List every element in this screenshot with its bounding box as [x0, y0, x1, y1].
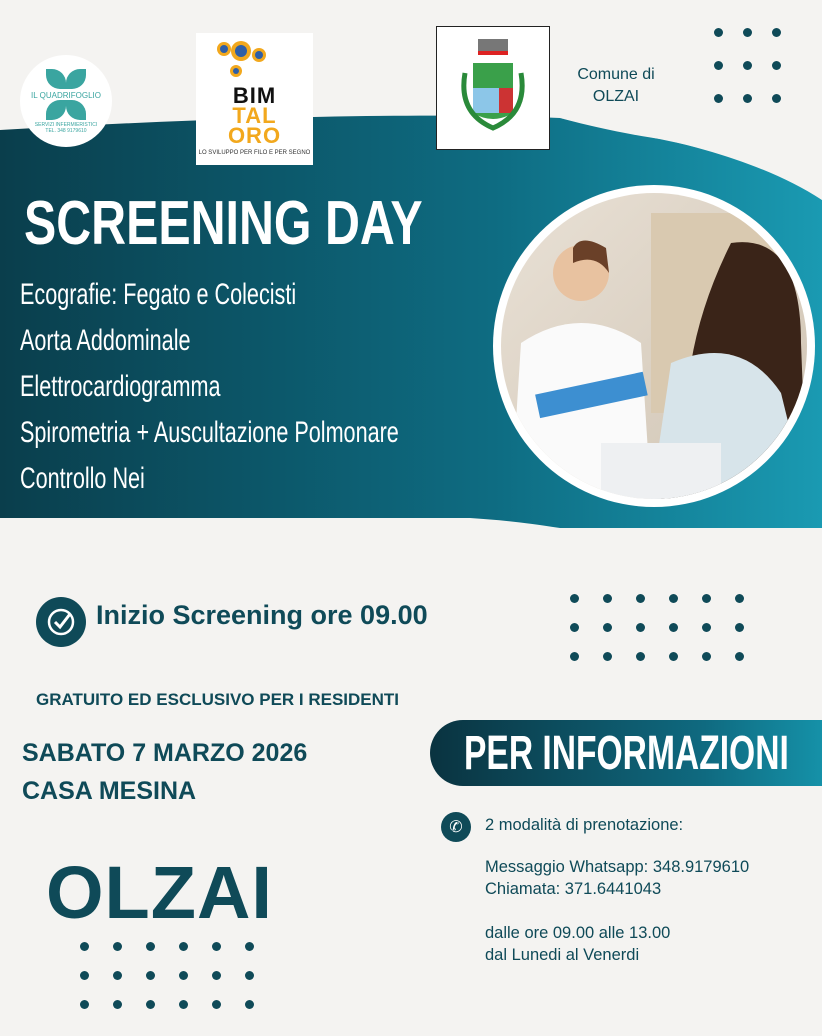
dot	[636, 594, 645, 603]
comune-line1: Comune di	[577, 66, 655, 83]
event-details	[22, 734, 307, 810]
dot	[669, 623, 678, 632]
bim-taloro-logo: BIM TAL ORO LO SVILUPPO PER FILO E PER SEGNO	[196, 33, 313, 165]
dot	[714, 61, 723, 70]
booking-modes: 2 modalità di prenotazione:	[485, 816, 684, 834]
service-item: Controllo Nei	[20, 462, 145, 495]
dot	[212, 971, 221, 980]
comune-crest-logo	[436, 26, 550, 150]
comune-line2: OLZAI	[592, 88, 640, 105]
dot	[245, 942, 254, 951]
free-notice: GRATUITO ED ESCLUSIVO PER I RESIDENTI	[36, 690, 400, 709]
dot	[735, 652, 744, 661]
dot	[179, 1000, 188, 1009]
dot	[636, 652, 645, 661]
dot	[772, 61, 781, 70]
dot	[636, 623, 645, 632]
dot	[743, 94, 752, 103]
whatsapp-number[interactable]: Messaggio Whatsapp: 348.9179610	[485, 858, 750, 876]
dot	[212, 942, 221, 951]
dot	[146, 1000, 155, 1009]
dot	[146, 942, 155, 951]
dot	[146, 971, 155, 980]
service-item: Aorta Addominale	[20, 324, 191, 357]
dot	[669, 652, 678, 661]
town-name: OLZAI	[46, 851, 273, 934]
dot	[603, 594, 612, 603]
service-item: Spirometria + Auscultazione Polmonare	[20, 416, 399, 449]
dot	[603, 652, 612, 661]
quadrifoglio-logo: IL QUADRIFOGLIO SERVIZI INFERMIERISTICI TEL. 348 9179610	[20, 55, 112, 147]
dot	[714, 94, 723, 103]
dot	[113, 942, 122, 951]
check-circle-icon	[36, 597, 86, 647]
info-heading: PER INFORMAZIONI	[464, 727, 789, 780]
dot	[743, 28, 752, 37]
doctor-patient-photo	[493, 185, 815, 507]
title-text: SCREENING DAY	[24, 189, 423, 258]
dot	[113, 1000, 122, 1009]
dot	[245, 1000, 254, 1009]
booking-hours: dalle ore 09.00 alle 13.00	[485, 924, 671, 942]
dot	[772, 94, 781, 103]
event-place: CASA MESINA	[22, 777, 197, 805]
dot	[772, 28, 781, 37]
dot	[669, 594, 678, 603]
dot	[735, 594, 744, 603]
dot	[179, 971, 188, 980]
dot	[80, 1000, 89, 1009]
dot	[714, 28, 723, 37]
call-number[interactable]: Chiamata: 371.6441043	[485, 880, 662, 898]
dot	[80, 942, 89, 951]
booking-days: dal Lunedi al Venerdi	[485, 946, 640, 964]
dot	[702, 652, 711, 661]
comune-label	[556, 64, 676, 108]
dot	[113, 971, 122, 980]
service-item: Ecografie: Fegato e Colecisti	[20, 278, 297, 311]
dot	[603, 623, 612, 632]
dot	[702, 623, 711, 632]
page-title	[24, 188, 535, 259]
info-banner	[430, 720, 822, 786]
dot	[245, 971, 254, 980]
dot	[570, 623, 579, 632]
event-date: SABATO 7 MARZO 2026	[22, 739, 308, 767]
start-time: Inizio Screening ore 09.00	[96, 600, 428, 630]
dot	[570, 594, 579, 603]
service-item: Elettrocardiogramma	[20, 370, 221, 403]
dot	[702, 594, 711, 603]
dot	[735, 623, 744, 632]
dot	[212, 1000, 221, 1009]
phone-icon: ✆	[441, 812, 471, 842]
dot	[570, 652, 579, 661]
services-list	[20, 272, 546, 502]
dot	[80, 971, 89, 980]
dot	[179, 942, 188, 951]
dot	[743, 61, 752, 70]
